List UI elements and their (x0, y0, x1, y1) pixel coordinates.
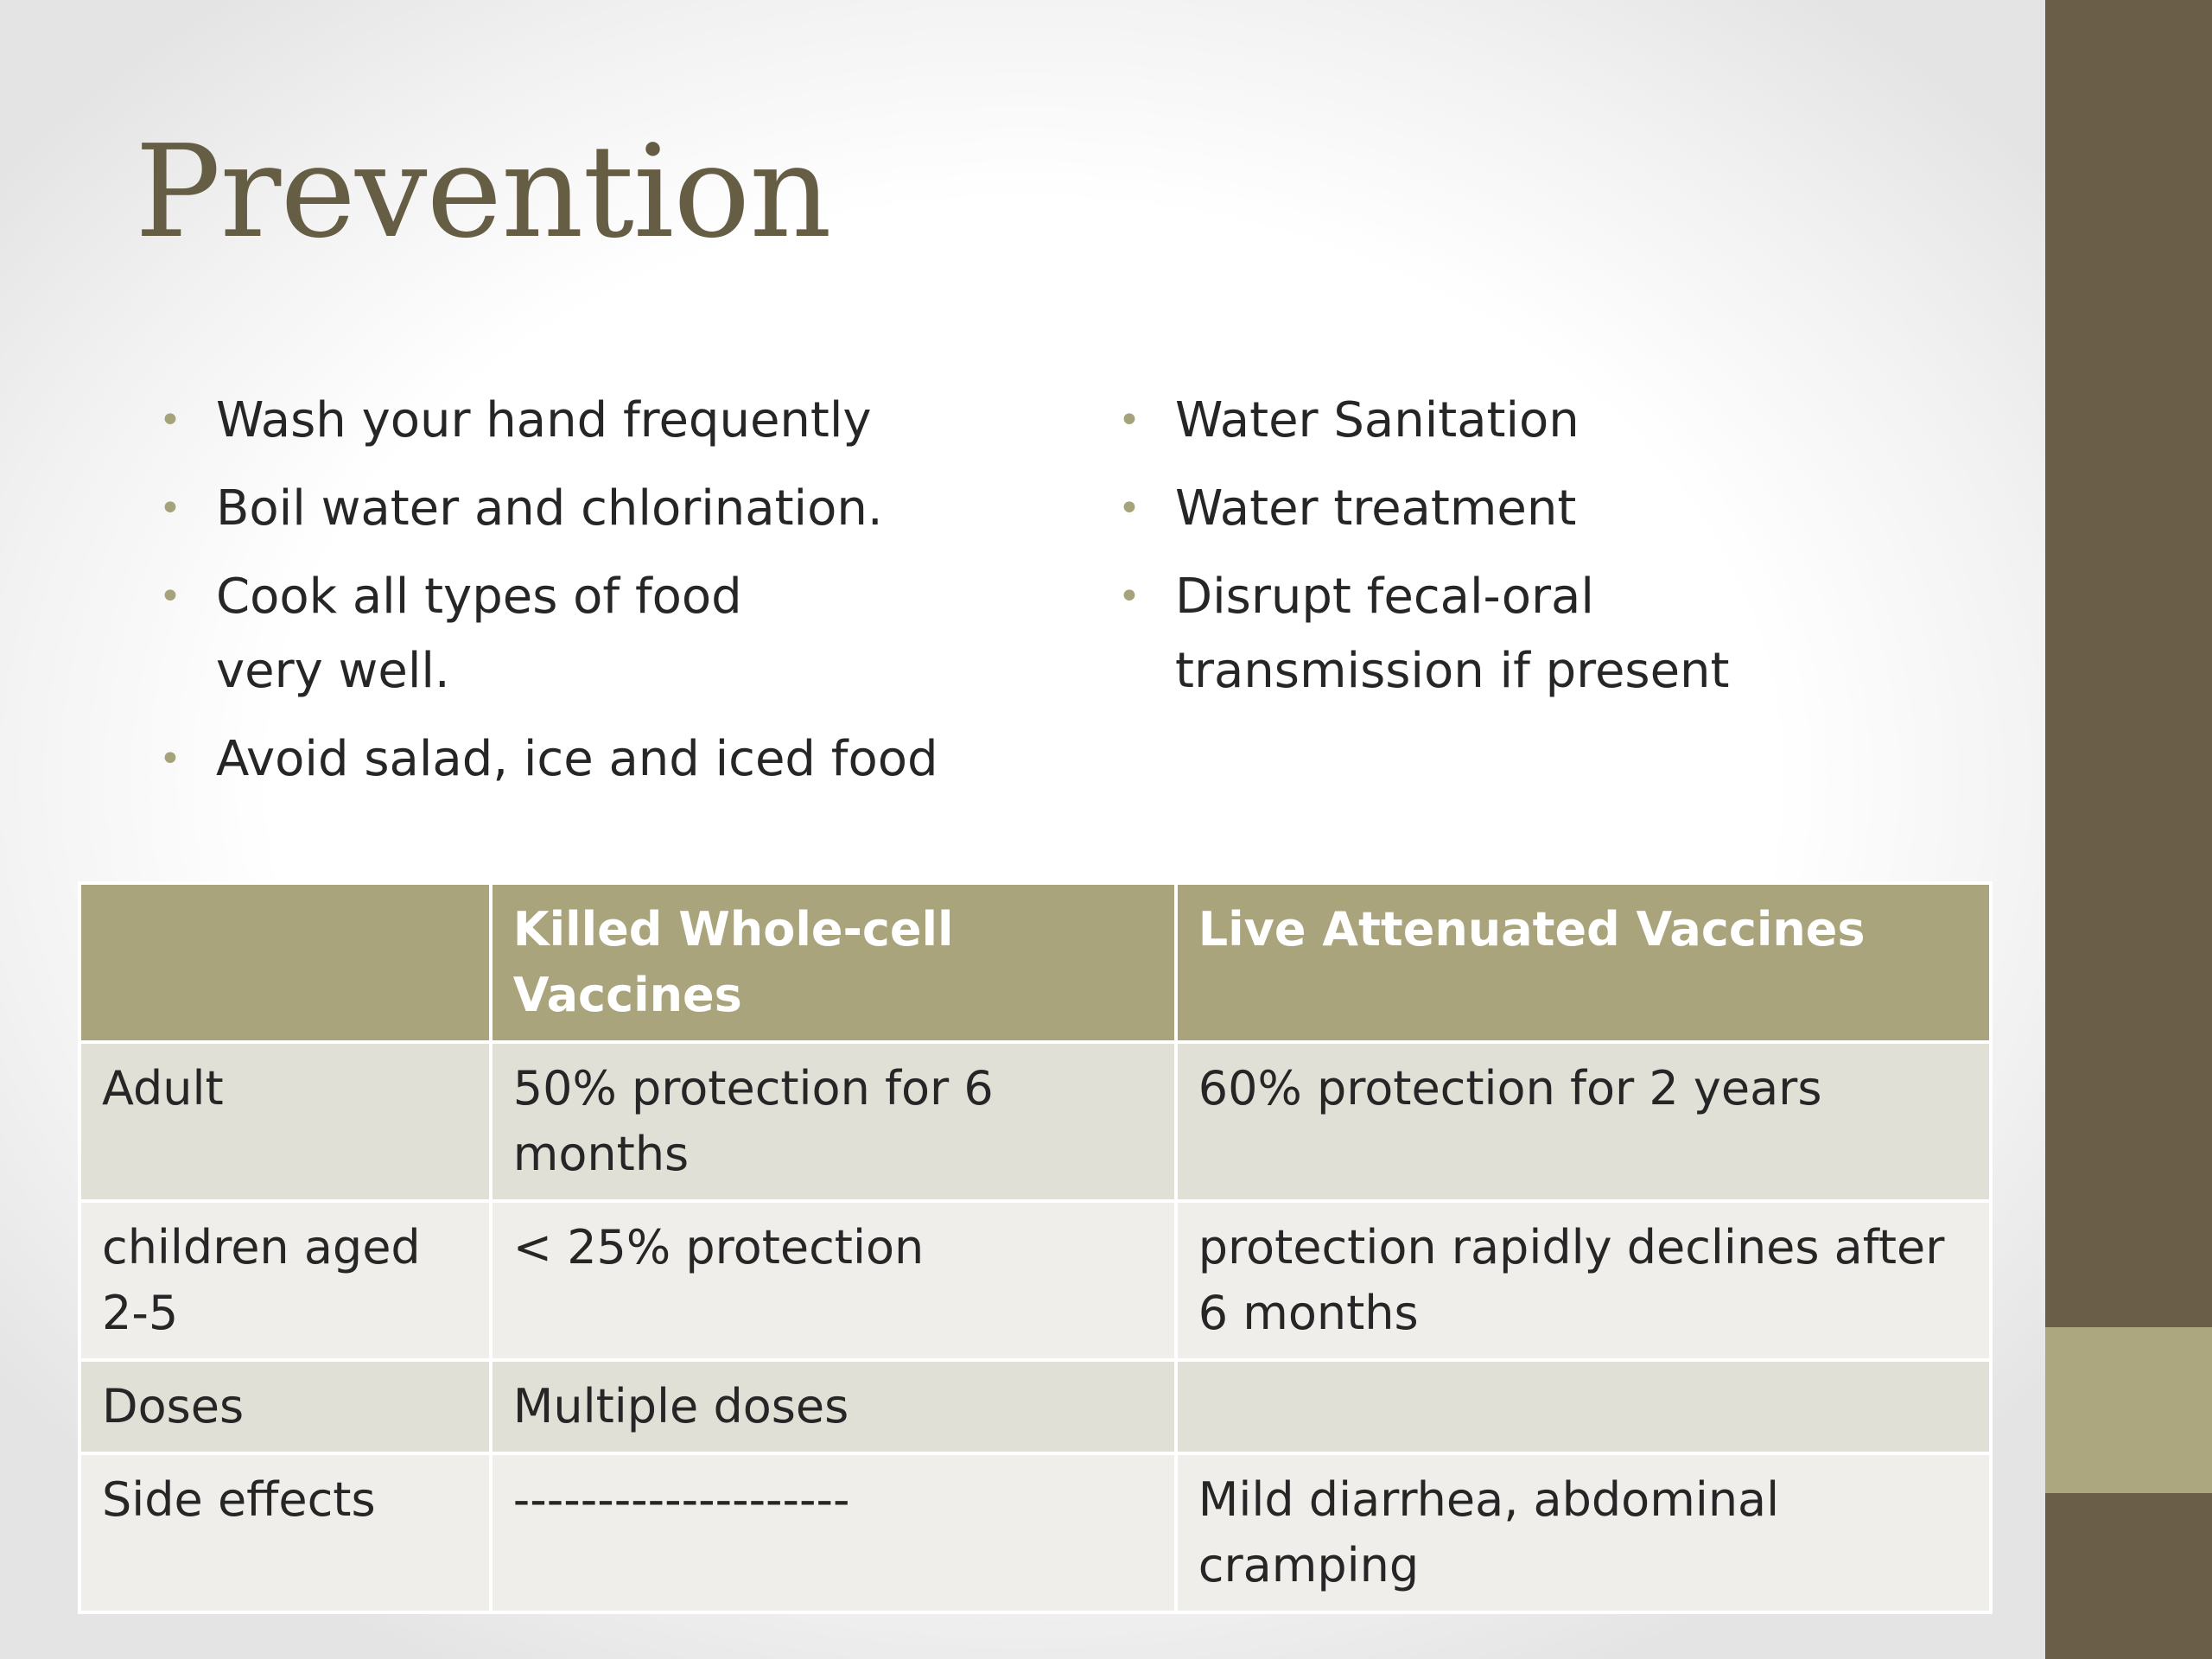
table-cell: Mild diarrhea, abdominal cramping (1176, 1453, 1991, 1612)
table-header-cell (79, 883, 491, 1042)
bullet-text: Wash your hand frequently (216, 392, 872, 448)
bullet-list-right (1118, 384, 1878, 722)
row-label-cell: Adult (79, 1042, 491, 1201)
table-header-cell: Killed Whole-cell Vaccines (491, 883, 1176, 1042)
table-cell: 60% protection for 2 years (1176, 1042, 1991, 1201)
bullet-text: Disrupt fecal-oral transmission if present (1175, 569, 1730, 699)
bullet-item (159, 560, 769, 709)
bullet-icon: • (159, 737, 181, 781)
bullet-text: Avoid salad, ice and iced food (216, 731, 938, 787)
bullet-icon: • (159, 575, 181, 619)
table-header-cell: Live Attenuated Vaccines (1176, 883, 1991, 1042)
table-cell: protection rapidly declines after 6 months (1176, 1201, 1991, 1360)
table-cell: < 25% protection (491, 1201, 1176, 1360)
slide-title: Prevention (135, 118, 831, 266)
bullet-item (159, 384, 954, 458)
bullet-icon: • (159, 486, 181, 531)
table-row (79, 1201, 1991, 1360)
bullet-item (159, 472, 954, 546)
bullet-icon: • (1118, 575, 1141, 619)
table-cell: 50% protection for 6 months (491, 1042, 1176, 1201)
table-cell: -------------------- (491, 1453, 1176, 1612)
bullet-item (1118, 472, 1878, 546)
bullet-list-left (159, 384, 954, 810)
bullet-text: Water treatment (1175, 480, 1577, 537)
side-bar-accent (2045, 1327, 2212, 1493)
vaccine-comparison-table (78, 881, 1993, 1614)
bullet-icon: • (159, 398, 181, 442)
table-cell: Multiple doses (491, 1360, 1176, 1453)
bullet-text: Boil water and chlorination. (216, 480, 883, 537)
bullet-text: Cook all types of food very well. (216, 569, 742, 699)
table-header-row (79, 883, 1991, 1042)
bullet-text: Water Sanitation (1175, 392, 1580, 448)
bullet-item (1118, 384, 1878, 458)
row-label-cell: Side effects (79, 1453, 491, 1612)
bullet-icon: • (1118, 486, 1141, 531)
bullet-item (159, 722, 954, 797)
bullet-icon: • (1118, 398, 1141, 442)
table-row (79, 1360, 1991, 1453)
table-row (79, 1453, 1991, 1612)
table-cell (1176, 1360, 1991, 1453)
row-label-cell: children aged 2-5 (79, 1201, 491, 1360)
table-row (79, 1042, 1991, 1201)
bullet-item (1118, 560, 1797, 709)
row-label-cell: Doses (79, 1360, 491, 1453)
